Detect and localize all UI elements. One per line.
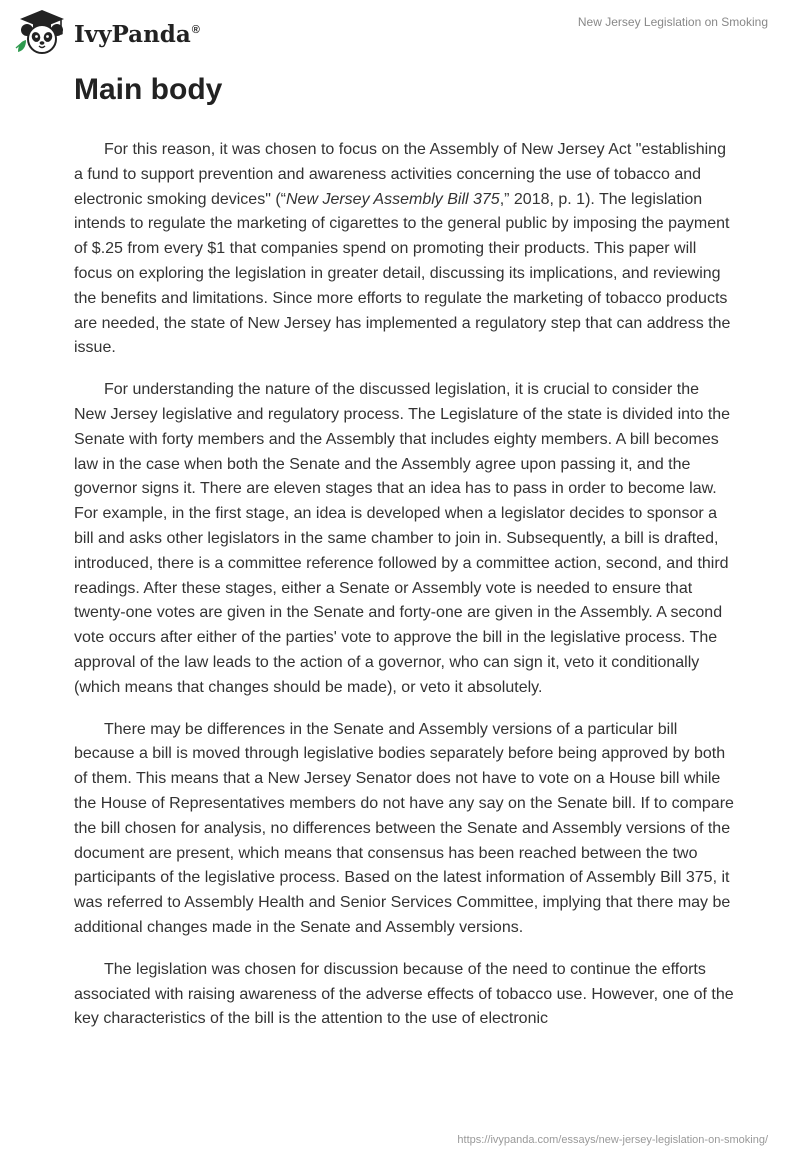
source-url-link[interactable]: https://ivypanda.com/essays/new-jersey-legislation-on-smoking/	[457, 1134, 768, 1146]
body-paragraph-3: There may be differences in the Senate and Assembly versions of a particular bill because a bill is moved through legislative bodies separately before being approved by both of them. This means that a New Jersey Senator does not have to vote on a House bill while the House of Representatives members do not have any say on the Senate bill. If to compare the bill chosen for analysis, no differences between the Senate and Assembly versions of the document are present, which means that consensus has been reached between the two participants of the legislative process. Based on the latest information of Assembly Bill 375, it was referred to Assembly Health and Senior Services Committee, implying that there may be additional changes made in the Senate and Assembly versions.	[74, 720, 734, 936]
page-header	[0, 0, 800, 60]
body-paragraph-4: The legislation was chosen for discussion because of the need to continue the efforts associated with raising awareness of the adverse effects of tobacco use. However, one of the key characteristics of the bill is the attention to the use of electronic	[74, 960, 734, 1028]
panda-graduate-logo-icon	[14, 8, 70, 56]
body-paragraph-1: For this reason, it was chosen to focus on the Assembly of New Jersey Act "establishing a fund to support prevention and awareness activities concerning the use of tobacco and electronic smoking devices" (“New Jersey Assembly Bill 375,” 2018, p. 1). The legislation intends to regulate the marketing of cigarettes to the general public by imposing the payment of $.25 from every $1 that companies spend on promoting their products. This paper will focus on exploring the legislation in greater detail, discussing its implications, and reviewing the benefits and limitations. Since more efforts to regulate the marketing of tobacco products are needed, the state of New Jersey has implemented a regulatory step that can address the issue.	[74, 141, 731, 357]
citation-title: New Jersey Assembly Bill 375	[285, 190, 500, 208]
registered-mark: ®	[191, 23, 200, 36]
main-content	[74, 70, 734, 1049]
brand-name: IvyPanda®	[74, 20, 200, 48]
section-heading: Main body	[74, 73, 223, 106]
body-paragraph-2: For understanding the nature of the discussed legislation, it is crucial to consider the New Jersey legislative and regulatory process. The Legislature of the state is divided into the Senate with forty members and the Assembly that includes eighty members. A bill becomes law in the case when both the Senate and the Assembly agree upon passing it, and the governor signs it. There are eleven stages that an idea has to pass in order to become law. For example, in the first stage, an idea is developed when a legislator decides to sponsor a bill and asks other legislators in the same chamber to join in. Subsequently, a bill is drafted, introduced, there is a committee reference followed by a committee action, second, and third readings. After these stages, either a Senate or Assembly vote is needed to ensure that twenty-one votes are given in the Senate and forty-one are given in the Assembly. A second vote occurs after either of the parties' vote to approve the bill in the legislative process. The approval of the law leads to the action of a governor, who can sign it, veto it conditionally (which means that changes should be made), or veto it absolutely.	[74, 381, 731, 696]
ivypanda-logo[interactable]	[14, 8, 200, 56]
running-title: New Jersey Legislation on Smoking	[577, 15, 768, 29]
